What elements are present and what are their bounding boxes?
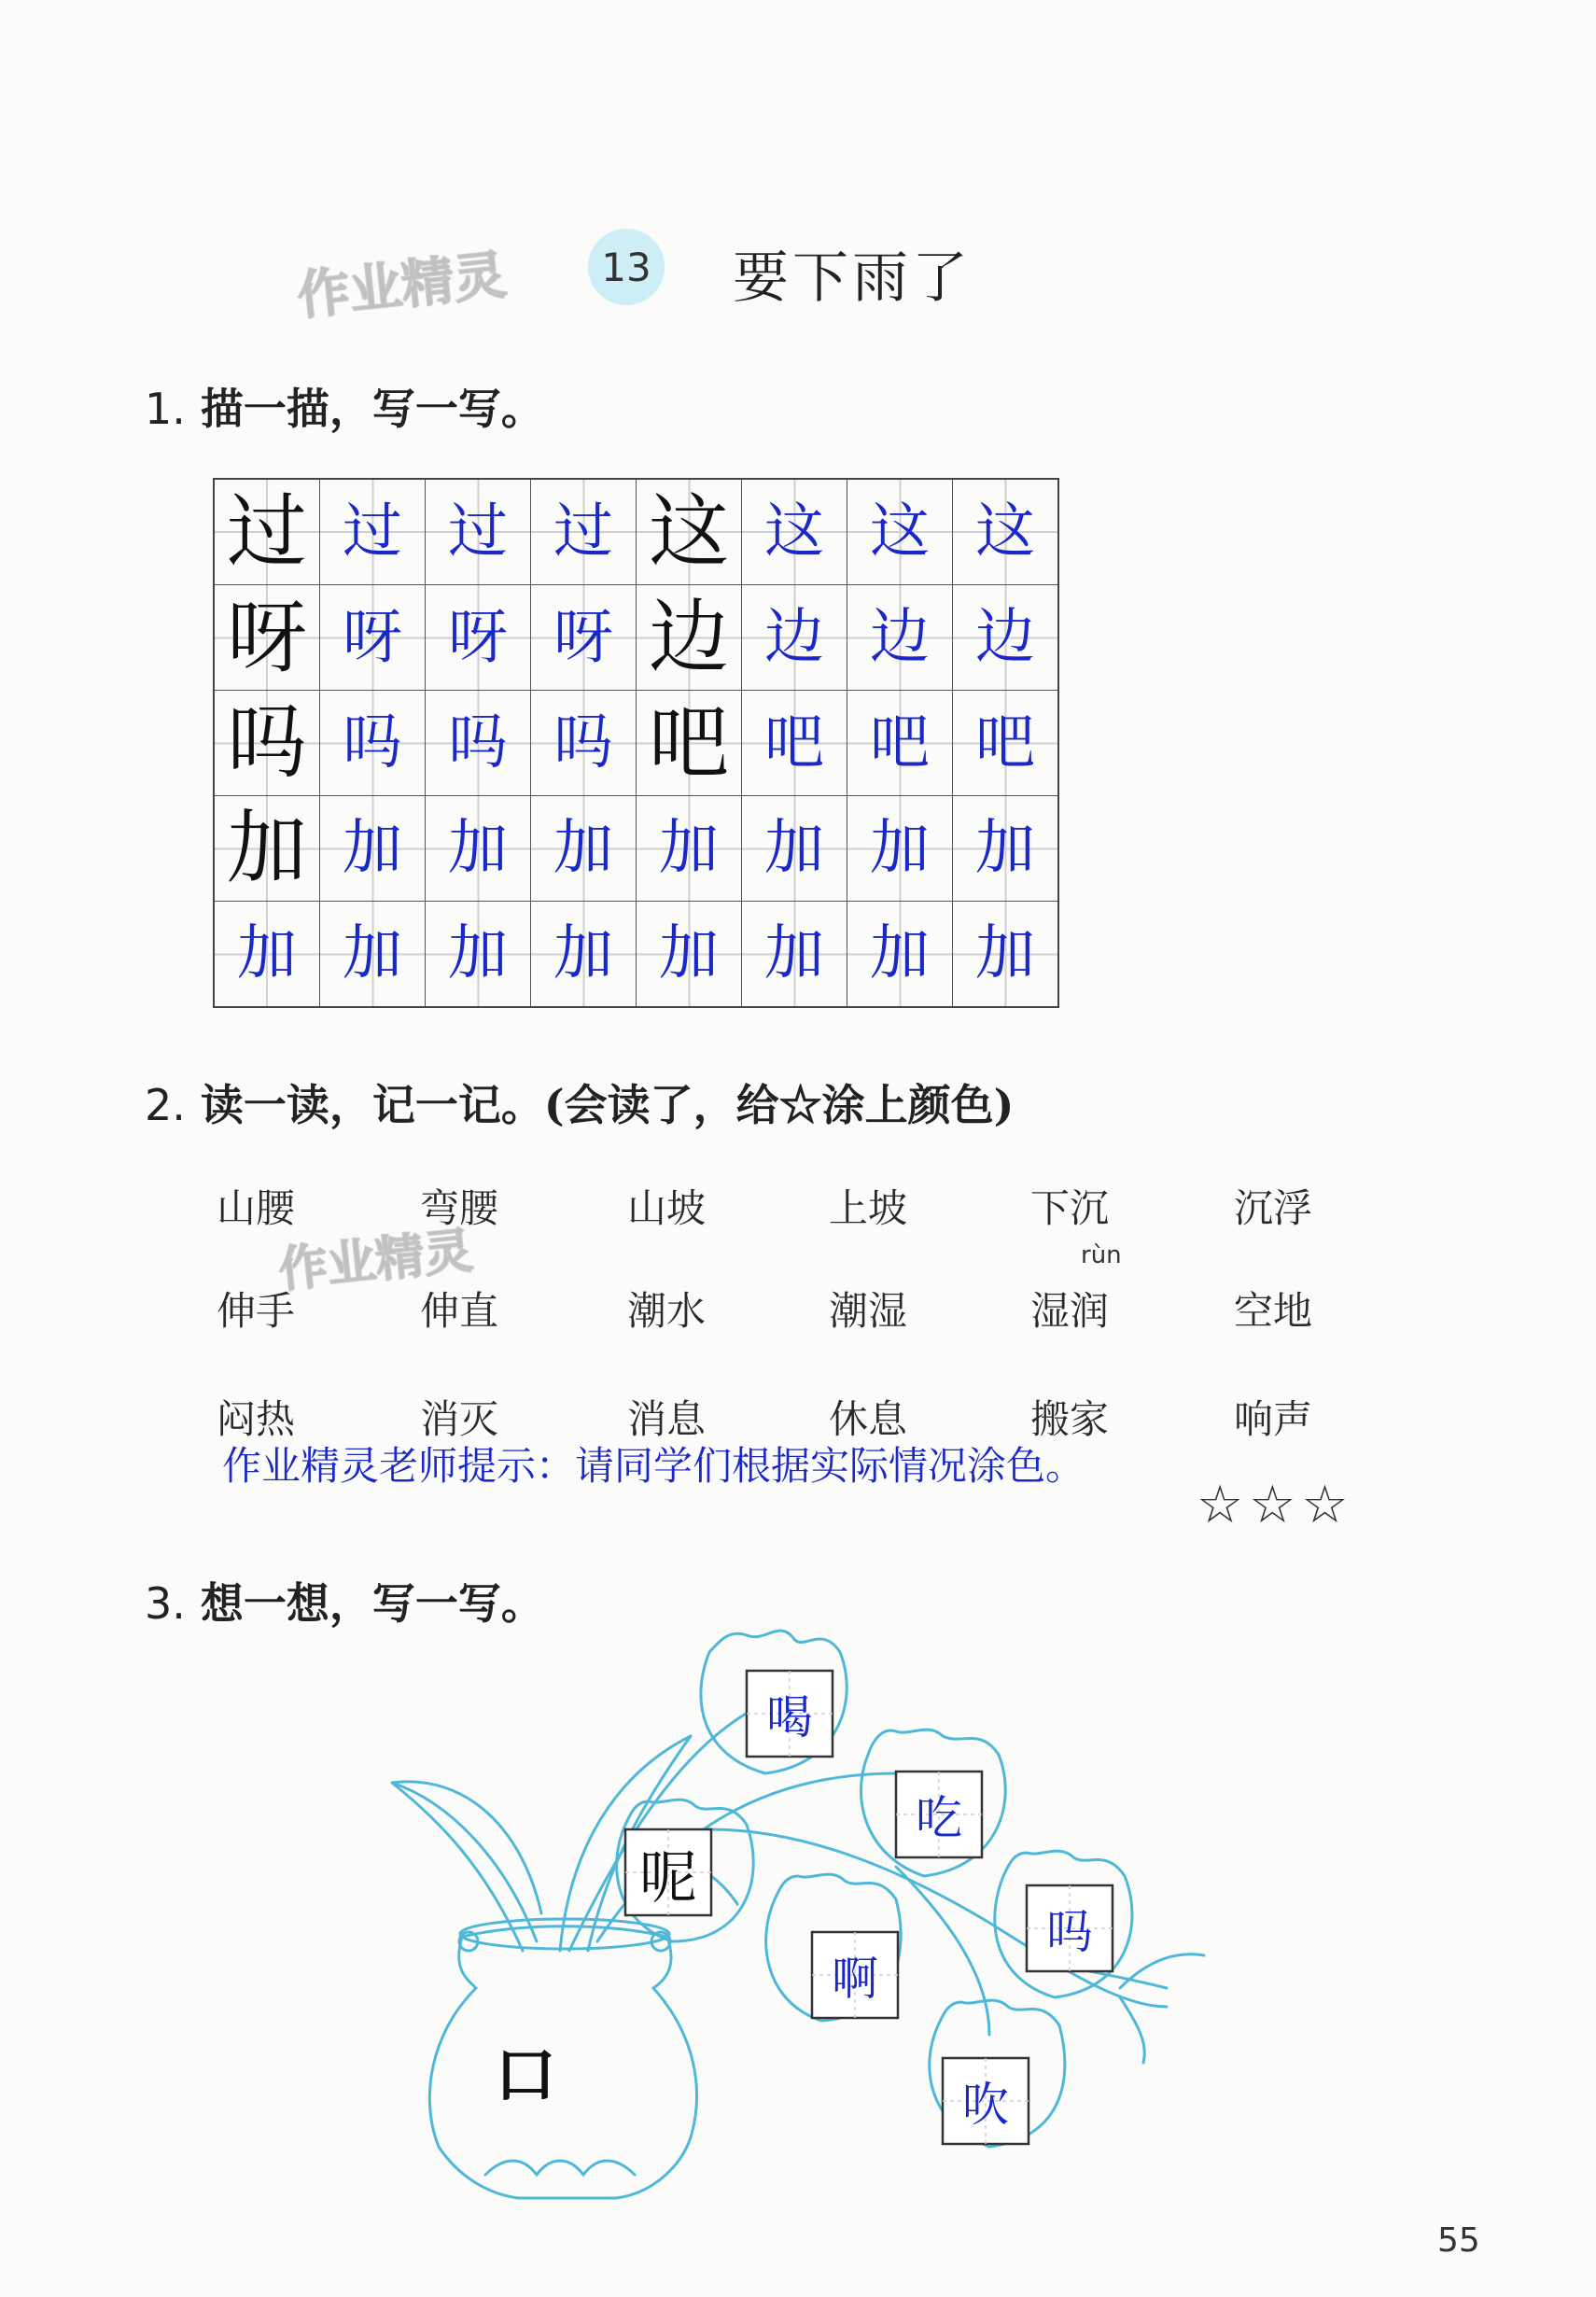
grid-char: 吧 bbox=[649, 696, 729, 790]
grid-char: 过 bbox=[227, 485, 307, 579]
grid-char: 边 bbox=[870, 603, 930, 672]
flower-answer: 啊 bbox=[832, 1952, 878, 2006]
grid-char: 过 bbox=[343, 497, 402, 567]
question-text: 想一想，写一写。 bbox=[200, 1578, 544, 1629]
grid-char: 这 bbox=[870, 497, 930, 567]
flower-answer: 吃 bbox=[916, 1791, 962, 1845]
grid-char: 边 bbox=[975, 603, 1035, 672]
word: 消灭 bbox=[420, 1396, 499, 1442]
word: 消息 bbox=[627, 1396, 707, 1442]
word: 搬家 bbox=[1030, 1396, 1110, 1442]
word: 湿润 bbox=[1030, 1288, 1110, 1334]
word: 山坡 bbox=[627, 1185, 707, 1231]
word: 潮湿 bbox=[829, 1288, 908, 1334]
word: 山腰 bbox=[217, 1185, 296, 1231]
grid-char: 呀 bbox=[227, 591, 307, 684]
pinyin-annotation: rùn bbox=[1081, 1241, 1122, 1269]
grid-char: 加 bbox=[343, 814, 402, 883]
grid-char: 这 bbox=[649, 485, 729, 579]
grid-char: 呀 bbox=[553, 603, 613, 672]
grid-char: 加 bbox=[237, 919, 297, 988]
star-icon[interactable]: ☆☆☆ bbox=[1197, 1475, 1354, 1535]
word: 伸直 bbox=[420, 1288, 499, 1334]
grid-char: 呀 bbox=[448, 603, 508, 672]
grid-char: 加 bbox=[764, 919, 824, 988]
word: 伸手 bbox=[217, 1288, 296, 1334]
flower-answer: 喝 bbox=[766, 1690, 813, 1744]
grid-char: 加 bbox=[343, 919, 402, 988]
word: 响声 bbox=[1234, 1396, 1313, 1442]
grid-char: 吗 bbox=[227, 696, 307, 790]
grid-char: 加 bbox=[975, 919, 1035, 988]
grid-char: 吗 bbox=[448, 708, 508, 777]
grid-char: 这 bbox=[975, 497, 1035, 567]
grid-char: 加 bbox=[870, 814, 930, 883]
lesson-title: 要下雨了 bbox=[733, 245, 972, 311]
grid-char: 加 bbox=[870, 919, 930, 988]
lesson-number: 13 bbox=[588, 229, 665, 305]
grid-char: 加 bbox=[448, 919, 508, 988]
flower-answer: 吗 bbox=[1046, 1905, 1093, 1959]
grid-char: 呀 bbox=[343, 603, 402, 672]
watermark: 作业精灵 bbox=[276, 1223, 476, 1299]
grid-char: 加 bbox=[227, 802, 307, 895]
grid-char: 吗 bbox=[343, 708, 402, 777]
grid-char: 这 bbox=[764, 497, 824, 567]
grid-char: 吗 bbox=[553, 708, 613, 777]
grid-char: 吧 bbox=[870, 708, 930, 777]
grid-char: 过 bbox=[448, 497, 508, 567]
vase-radical: 口 bbox=[495, 2039, 556, 2111]
word: 空地 bbox=[1234, 1288, 1313, 1334]
grid-char: 加 bbox=[553, 814, 613, 883]
flower-answer: 吹 bbox=[962, 2078, 1009, 2132]
grid-char: 加 bbox=[659, 814, 719, 883]
word: 休息 bbox=[829, 1396, 908, 1442]
grid-char: 吧 bbox=[975, 708, 1035, 777]
grid-char: 加 bbox=[659, 919, 719, 988]
grid-char: 边 bbox=[764, 603, 824, 672]
question-number: 2. bbox=[145, 1080, 186, 1130]
question-text: 描一描，写一写。 bbox=[200, 384, 544, 434]
question-number: 3. bbox=[145, 1578, 186, 1629]
teacher-hint: 作业精灵老师提示：请同学们根据实际情况涂色。 bbox=[222, 1443, 1085, 1489]
question-number: 1. bbox=[145, 384, 186, 434]
word: 下沉 bbox=[1030, 1185, 1110, 1231]
question-text: 读一读，记一记。(会读了，给☆涂上颜色) bbox=[200, 1080, 1015, 1130]
flower-model-char: 呢 bbox=[638, 1842, 697, 1912]
grid-char: 边 bbox=[649, 591, 729, 684]
word: 闷热 bbox=[217, 1396, 296, 1442]
grid-char: 加 bbox=[553, 919, 613, 988]
grid-char: 加 bbox=[975, 814, 1035, 883]
grid-char: 加 bbox=[448, 814, 508, 883]
word: 潮水 bbox=[627, 1288, 707, 1334]
word: 上坡 bbox=[829, 1185, 908, 1231]
page-number: 55 bbox=[1437, 2221, 1480, 2260]
grid-char: 加 bbox=[764, 814, 824, 883]
word: 弯腰 bbox=[420, 1185, 499, 1231]
grid-char: 过 bbox=[553, 497, 613, 567]
watermark: 作业精灵 bbox=[294, 245, 510, 328]
grid-char: 吧 bbox=[764, 708, 824, 777]
word: 沉浮 bbox=[1234, 1185, 1313, 1231]
